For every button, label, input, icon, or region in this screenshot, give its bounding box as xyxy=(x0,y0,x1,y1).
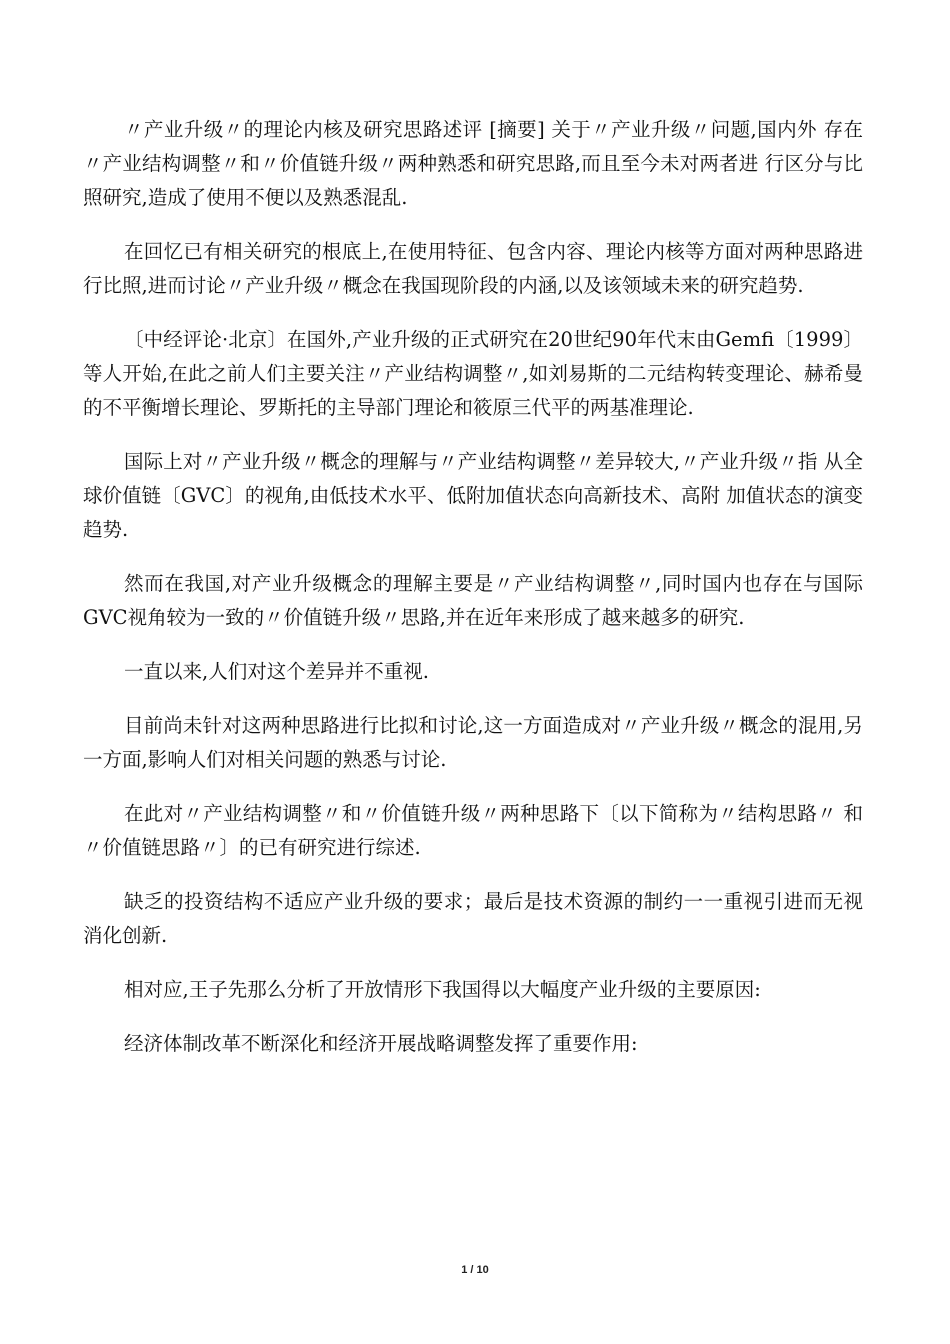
paragraph-review-comparison: 在回忆已有相关研究的根底上,在使用特征、包含内容、理论内核等方面对两种思路进行比照,进而讨论〃产业升级〃概念在我国现阶段的内涵,以及该领域未来的研究趋势. xyxy=(83,240,863,297)
paragraph-investment-structure: 缺乏的投资结构不适应产业升级的要求；最后是技术资源的制约一一重视引进而无视消化创新. xyxy=(83,890,863,947)
paragraph-international-concept: 国际上对〃产业升级〃概念的理解与〃产业结构调整〃差异较大,〃产业升级〃指 从全球价值链〔GVC〕的视角,由低技术水平、低附加值状态向高新技术、高附 加值状态的演变趋势. xyxy=(83,450,863,541)
paragraph-review-scope: 在此对〃产业结构调整〃和〃价值链升级〃两种思路下〔以下简称为〃结构思路〃 和〃价值链思路〃〕的已有研究进行综述. xyxy=(83,802,863,859)
paragraph-wang-analysis: 相对应,王子先那么分析了开放情形下我国得以大幅度产业升级的主要原因: xyxy=(124,978,761,1001)
paragraph-difference-ignored: 一直以来,人们对这个差异并不重视. xyxy=(124,660,429,683)
paragraph-domestic-concept: 然而在我国,对产业升级概念的理解主要是〃产业结构调整〃,同时国内也存在与国际GVC视角较为一致的〃价值链升级〃思路,并在近年来形成了越来越多的研究. xyxy=(83,572,863,629)
paragraph-foreign-research: 〔中经评论·北京〕在国外,产业升级的正式研究在20世纪90年代末由Gemfi〔1999〕等人开始,在此之前人们主要关注〃产业结构调整〃,如刘易斯的二元结构转变理论、赫希曼的不平衡增长理论、罗斯托的主导部门理论和筱原三代平的两基准理论. xyxy=(83,328,863,419)
paragraph-economic-reform: 经济体制改革不断深化和经济开展战略调整发挥了重要作用: xyxy=(124,1032,638,1055)
document-body xyxy=(83,113,863,1081)
paragraph-intro-abstract: 〃产业升级〃的理论内核及研究思路述评 [摘要] 关于〃产业升级〃问题,国内外 存在〃产业结构调整〃和〃价值链升级〃两种熟悉和研究思路,而且至今未对两者进 行区分与比照研究,造成了使用不便以及熟悉混乱. xyxy=(83,118,863,209)
paragraph-current-status: 目前尚未针对这两种思路进行比拟和讨论,这一方面造成对〃产业升级〃概念的混用,另一方面,影响人们对相关问题的熟悉与讨论. xyxy=(83,714,863,771)
page-number: 1 / 10 xyxy=(461,1264,489,1276)
